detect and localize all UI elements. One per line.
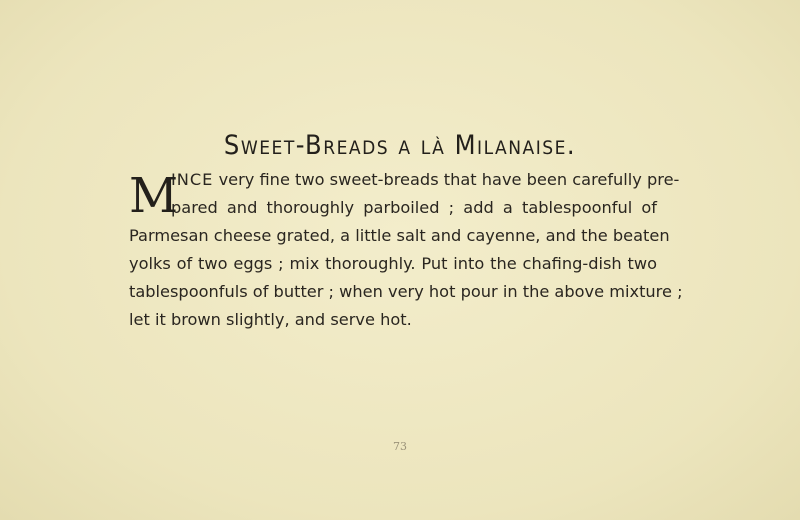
recipe-line-1-text: very fine two sweet-breads that have been carefully pre- [213, 170, 680, 189]
recipe-body [129, 166, 683, 334]
recipe-line-6: let it brown slightly, and serve hot. [129, 310, 412, 329]
drop-cap: M [129, 168, 179, 224]
recipe-line-1 [129, 166, 680, 194]
recipe-line-4: yolks of two eggs ; mix thoroughly. Put into the chafing-dish two [129, 254, 657, 273]
page-number: 73 [393, 440, 407, 453]
recipe-line-2: pared and thoroughly parboiled ; add a tablespoonful of [171, 198, 657, 217]
recipe-line-3: Parmesan cheese grated, a little salt and cayenne, and the beaten [129, 226, 670, 245]
lead-word: INCE [171, 170, 214, 189]
recipe-line-5: tablespoonfuls of butter ; when very hot pour in the above mixture ; [129, 282, 683, 301]
recipe-title: Sweet-Breads a là Milanaise. [223, 130, 577, 161]
